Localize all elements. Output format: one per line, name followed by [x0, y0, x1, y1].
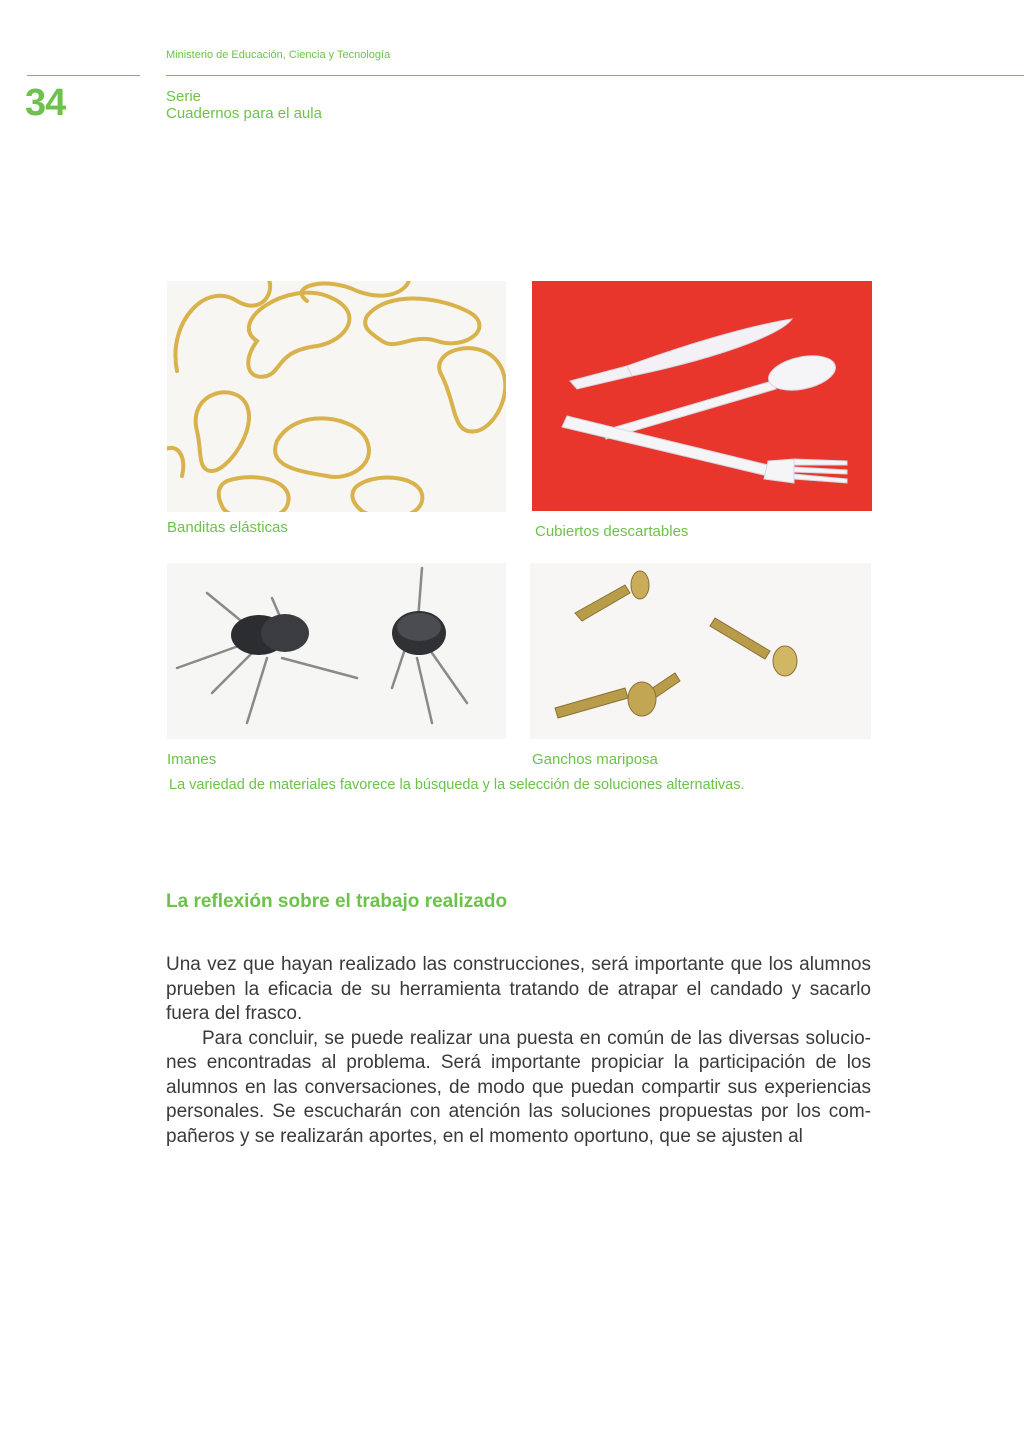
- magnets-photo: [167, 563, 506, 739]
- paragraph-1: Una vez que hayan realizado las construcciones, será importante que los alumnos prueben la eficacia de su herramienta tratando de atrapar el candado y sacarlo fuera del frasco.: [166, 954, 871, 1024]
- plastic-cutlery-photo: [532, 281, 872, 511]
- plastic-cutlery-caption: Cubiertos descartables: [535, 523, 689, 540]
- section-title: La reflexión sobre el trabajo realizado: [166, 891, 508, 912]
- series-line-1: Serie: [166, 88, 202, 105]
- brass-fasteners-caption: Ganchos mariposa: [532, 751, 658, 768]
- ministry-header: Ministerio de Educación, Ciencia y Tecnología: [166, 49, 391, 61]
- body-text: [166, 953, 871, 1149]
- rubber-bands-caption: Banditas elásticas: [167, 519, 288, 536]
- series-line-2: Cuadernos para el aula: [166, 105, 322, 122]
- page-number: 34: [25, 82, 66, 124]
- header-rule-left: [27, 75, 140, 76]
- rubber-bands-photo: [167, 281, 506, 512]
- header-rule-right: [166, 75, 1024, 76]
- magnets-caption: Imanes: [167, 751, 217, 768]
- brass-fasteners-photo: [530, 563, 871, 739]
- paragraph-2: Para concluir, se puede realizar una puesta en común de las diversas solucio-nes encontradas al problema. Será importante propiciar la participación de los alumnos en las conversaciones, de modo que puedan compartir sus experiencias personales. Se escucharán con atención las soluciones propuestas por los com-pañeros y se realizarán aportes, en el momento oportuno, que se ajusten al: [166, 1027, 871, 1147]
- series-title: [166, 88, 322, 122]
- figure-caption: La variedad de materiales favorece la búsqueda y la selección de soluciones alternativas.: [169, 777, 745, 793]
